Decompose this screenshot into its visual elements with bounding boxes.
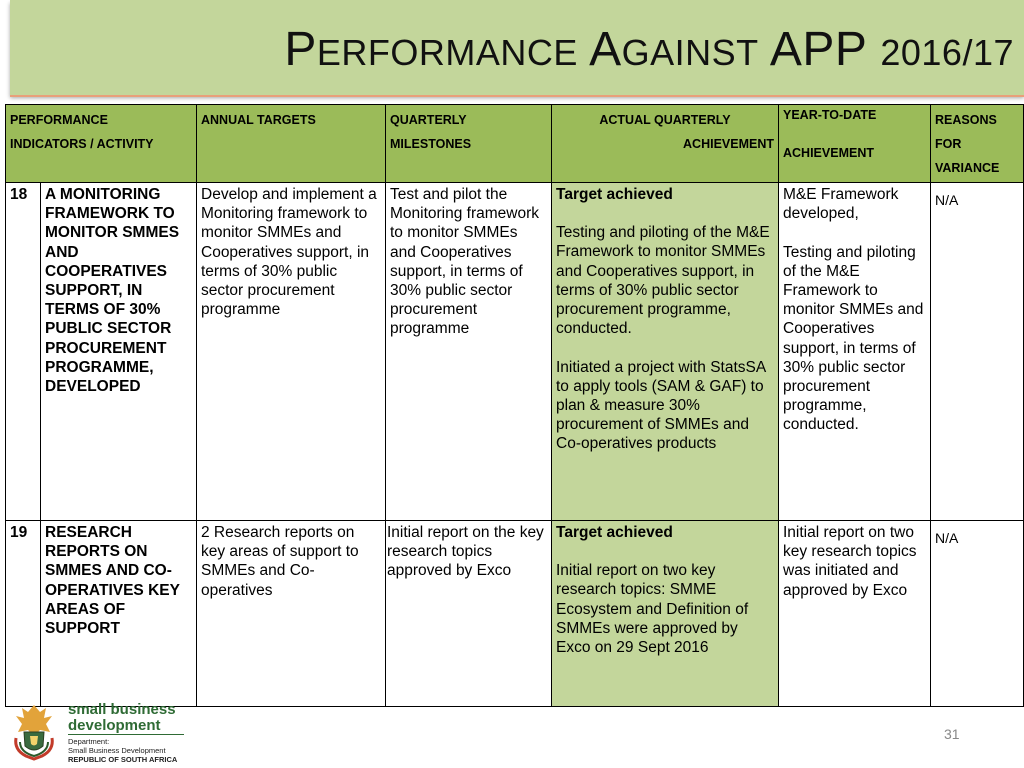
header-annual-targets: ANNUAL TARGETS bbox=[197, 105, 386, 183]
table-row bbox=[6, 183, 1024, 521]
achievement-status: Target achieved bbox=[556, 524, 673, 541]
annual-target-cell: 2 Research reports on key areas of support to SMMEs and Co-operatives bbox=[197, 521, 386, 707]
coat-of-arms-icon bbox=[10, 702, 58, 762]
ytd-cell: M&E Framework developed, Testing and piloting of the M&E Framework to monitor SMMEs and Cooperatives support, in terms of 30% public sector procurement programme, conducted. bbox=[779, 183, 931, 521]
indicator-cell: RESEARCH REPORTS ON SMMES AND CO-OPERATIVES KEY AREAS OF SUPPORT bbox=[41, 521, 197, 707]
variance-cell: N/A bbox=[931, 183, 1024, 521]
header-quarterly-milestones: QUARTERLY MILESTONES bbox=[386, 105, 552, 183]
header-year-to-date: YEAR-TO-DATE ACHIEVEMENT bbox=[779, 105, 931, 183]
performance-table bbox=[5, 104, 1024, 707]
achievement-text: Testing and piloting of the M&E Framework to monitor SMMEs and Cooperatives support, in terms of 30% public sector procurement programme, conducted. Initiated a project with StatsSA to apply tools (SAM & GAF) to plan & measure 30% procurement of SMMEs and Co-operatives products bbox=[556, 224, 770, 453]
logo-department-name: Small Business Development bbox=[68, 746, 166, 755]
achievement-cell bbox=[552, 521, 779, 707]
ytd-cell: Initial report on two key research topics was initiated and approved by Exco bbox=[779, 521, 931, 707]
page-title: PERFORMANCE AGAINST APP 2016/17 bbox=[284, 23, 1014, 76]
achievement-status: Target achieved bbox=[556, 186, 673, 203]
achievement-cell bbox=[552, 183, 779, 521]
logo-country: REPUBLIC OF SOUTH AFRICA bbox=[68, 755, 178, 764]
achievement-text: Initial report on two key research topics: SMME Ecosystem and Definition of SMMEs were approved by Exco on 29 Sept 2016 bbox=[556, 562, 749, 657]
table-header-row bbox=[6, 105, 1024, 183]
logo-wordmark: small business development bbox=[68, 701, 176, 734]
logo-divider bbox=[68, 734, 184, 735]
header-performance-indicators: PERFORMANCE INDICATORS / ACTIVITY bbox=[6, 105, 197, 183]
header-actual-quarterly-achievement bbox=[552, 105, 779, 183]
header-actual-line2: ACHIEVEMENT bbox=[683, 137, 774, 151]
milestones-cell: Initial report on the key research topics approved by Exco bbox=[386, 521, 552, 707]
title-banner bbox=[10, 0, 1024, 95]
variance-cell: N/A bbox=[931, 521, 1024, 707]
table-row bbox=[6, 521, 1024, 707]
annual-target-cell: Develop and implement a Monitoring framework to monitor SMMEs and Cooperatives support, in terms of 30% public sector procurement programme bbox=[197, 183, 386, 521]
milestones-cell: Test and pilot the Monitoring framework to monitor SMMEs and Cooperatives support, in terms of 30% public sector procurement programme bbox=[386, 183, 552, 521]
logo-department-label: Department: bbox=[68, 737, 110, 746]
row-number: 19 bbox=[6, 521, 41, 707]
department-logo bbox=[10, 702, 210, 764]
page-number: 31 bbox=[944, 726, 960, 742]
row-number: 18 bbox=[6, 183, 41, 521]
header-actual-line1: ACTUAL QUARTERLY bbox=[599, 113, 731, 127]
indicator-cell: A MONITORING FRAMEWORK TO MONITOR SMMES AND COOPERATIVES SUPPORT, IN TERMS OF 30% PUBLIC SECTOR PROCUREMENT PROGRAMME, DEVELOPED bbox=[41, 183, 197, 521]
header-reasons-for-variance: REASONS FOR VARIANCE bbox=[931, 105, 1024, 183]
